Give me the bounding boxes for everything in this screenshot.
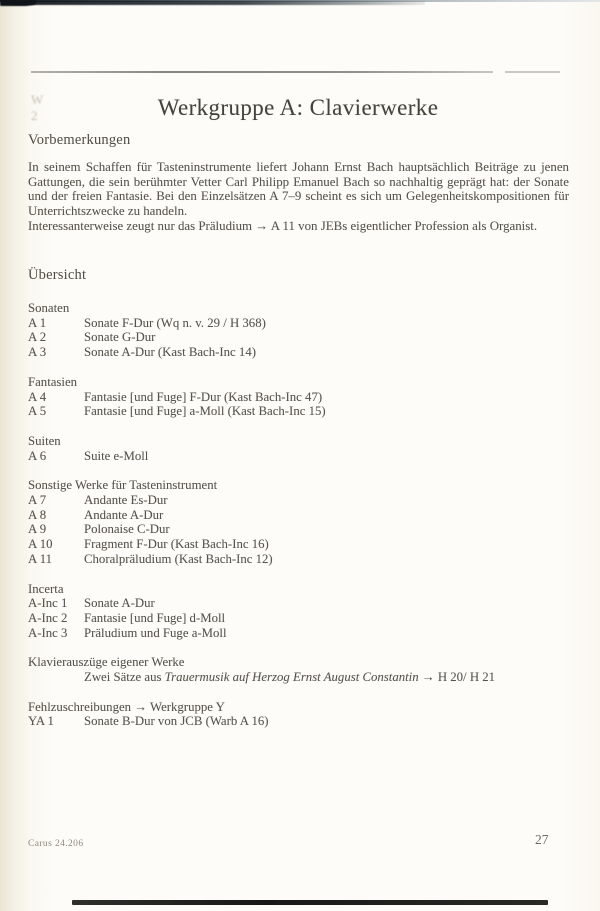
work-id: A 7 xyxy=(28,493,47,508)
catalog-row xyxy=(28,626,569,641)
catalog-row xyxy=(28,449,569,464)
catalog-row xyxy=(28,316,569,331)
scan-edge-bottom xyxy=(72,900,548,905)
scan-edge-top-left-blob xyxy=(0,0,36,6)
scan-edge-top-bar xyxy=(13,1,425,5)
intro-paragraph-2: Interessanterweise zeugt nur das Präludium → A 11 von JEBs eigentlicher Profession als Organist. xyxy=(28,218,538,233)
catalog-row xyxy=(28,714,569,729)
header-rule xyxy=(31,71,493,73)
work-desc: Fantasie [und Fuge] d-Moll xyxy=(84,610,226,625)
group-klavierauszuege xyxy=(28,655,569,684)
work-desc: Sonate A-Dur xyxy=(84,596,155,611)
work-desc: Sonate F-Dur (Wq n. v. 29 / H 368) xyxy=(84,315,266,330)
work-desc-crossref: → H 20/ H 21 xyxy=(418,670,496,685)
work-id: A-Inc 1 xyxy=(28,596,68,611)
work-id: YA 1 xyxy=(28,714,54,729)
work-desc: Fantasie [und Fuge] a-Moll (Kast Bach-Inc 15) xyxy=(84,404,326,419)
work-desc: Sonate G-Dur xyxy=(84,330,156,345)
catalog-row xyxy=(28,390,569,405)
catalog-row xyxy=(28,670,569,685)
work-desc: Fantasie [und Fuge] F-Dur (Kast Bach-Inc 47) xyxy=(84,389,323,404)
work-id: A 6 xyxy=(28,448,47,463)
catalog-row xyxy=(28,493,569,508)
group-suiten xyxy=(28,434,569,463)
catalog-row xyxy=(28,596,569,611)
work-desc: Fragment F-Dur (Kast Bach-Inc 16) xyxy=(84,537,269,552)
group-heading: Sonaten xyxy=(28,301,70,315)
section-heading-vorbemerkungen: Vorbemerkungen xyxy=(28,132,131,148)
catalog-row xyxy=(28,404,569,419)
work-desc: Andante A-Dur xyxy=(84,507,164,522)
group-heading: Incerta xyxy=(28,581,64,596)
section-heading-uebersicht: Übersicht xyxy=(28,267,87,283)
group-incerta xyxy=(28,582,569,641)
bleedthrough-text: 2 xyxy=(31,108,39,123)
work-id: A 11 xyxy=(28,551,53,566)
group-fantasien xyxy=(28,375,569,419)
group-fehlzuschreibungen xyxy=(28,700,569,729)
page-number: 27 xyxy=(535,832,549,847)
bleedthrough-text: W xyxy=(31,92,45,107)
work-desc-prefix: Zwei Sätze aus xyxy=(84,670,165,685)
work-desc: Choralpräludium (Kast Bach-Inc 12) xyxy=(84,551,273,566)
intro-paragraphs xyxy=(28,160,569,234)
group-heading: Klavierauszüge eigener Werke xyxy=(28,655,185,670)
page-title: Werkgruppe A: Clavierwerke xyxy=(157,95,439,120)
work-catalog xyxy=(28,295,569,729)
catalog-row xyxy=(28,537,569,552)
work-id: A 3 xyxy=(28,345,47,360)
group-heading: Fehlzuschreibungen → Werkgruppe Y xyxy=(28,699,225,714)
intro-paragraph-1: In seinem Schaffen für Tasteninstrumente liefert Johann Ernst Bach hauptsächlich Beiträge zu jenen Gattungen, die sein berühmter Vetter Carl Philipp Emanuel Bach so nachhaltig geprägt hat: der Sonate und der freien Fantasie. Bei den Einzelsätzen A 7–9 scheint es sich um Gelegenheitskompositionen für Unterrichtszwecke zu handeln. xyxy=(28,160,569,219)
work-desc: Suite e-Moll xyxy=(84,448,149,463)
work-desc: Polonaise C-Dur xyxy=(84,522,170,537)
group-sonstige-werke xyxy=(28,478,569,566)
work-id: A 9 xyxy=(28,522,47,537)
catalog-row xyxy=(28,552,569,567)
catalog-row xyxy=(28,345,569,360)
catalog-row xyxy=(28,522,569,537)
header-rule-segment xyxy=(505,71,560,73)
group-heading: Suiten xyxy=(28,433,61,448)
group-sonaten xyxy=(28,301,569,360)
work-id: A-Inc 2 xyxy=(28,610,68,625)
work-desc: Sonate B-Dur von JCB (Warb A 16) xyxy=(84,714,269,729)
catalog-row xyxy=(28,330,569,345)
work-desc: Präludium und Fuge a-Moll xyxy=(84,625,227,640)
work-id: A 10 xyxy=(28,537,53,552)
work-id: A 8 xyxy=(28,507,47,522)
publisher-imprint: Carus 24.206 xyxy=(28,839,84,849)
work-desc: Andante Es-Dur xyxy=(84,493,168,508)
work-id: A 5 xyxy=(28,404,47,419)
work-id: A 2 xyxy=(28,330,47,345)
catalog-row xyxy=(28,508,569,523)
work-title-italic: Trauermusik auf Herzog Ernst August Constantin xyxy=(164,670,419,685)
work-id: A 1 xyxy=(28,315,47,330)
group-heading: Sonstige Werke für Tasteninstrument xyxy=(28,478,218,493)
group-heading: Fantasien xyxy=(28,374,78,389)
catalog-row xyxy=(28,611,569,626)
work-id: A-Inc 3 xyxy=(28,625,68,640)
work-id: A 4 xyxy=(28,389,47,404)
work-desc: Sonate A-Dur (Kast Bach-Inc 14) xyxy=(84,345,256,360)
